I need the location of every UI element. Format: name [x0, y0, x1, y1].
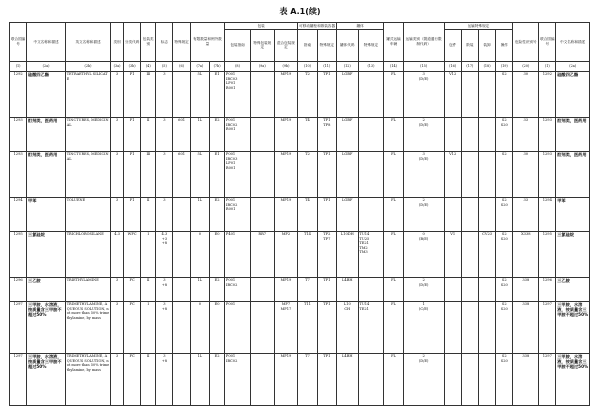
cell-tsp: TP1 — [317, 301, 336, 353]
header-transport-cat: 运输类别（隧道通行限制代码） — [403, 23, 444, 62]
cell-rtc: LGBF — [337, 151, 359, 197]
cell-pi: P001 IBC02 — [225, 353, 251, 405]
cell-code: FC — [124, 353, 141, 405]
cell-lbl: 3 +8 — [156, 301, 173, 353]
cell-lbl: 3 +8 — [156, 353, 173, 405]
cell-pkg: V1 — [444, 231, 461, 277]
cell-bulk — [461, 71, 478, 117]
cell-cn2: 三氯硅烷 — [556, 231, 590, 277]
cell-cn2: 硅酸四乙酯 — [556, 71, 590, 117]
cell-pkg: V12 — [444, 71, 461, 117]
cell-lq: 5L — [190, 151, 209, 197]
cell-tc: 0 (B/E) — [403, 231, 444, 277]
cell-tc: 2 (D/E) — [403, 117, 444, 151]
cell-op: S2 S20 — [496, 277, 513, 301]
cell-cn: 三甲胺，水溶液，按质量含三甲胺不超过50% — [27, 353, 66, 405]
header-un-no-2: 联合国编号 — [539, 23, 556, 62]
cell-sp — [173, 277, 190, 301]
cell-bulk — [461, 231, 478, 277]
cell-un: 1293 — [10, 151, 27, 197]
cell-tg: T4 — [298, 197, 317, 231]
cell-lq: 0 — [190, 301, 209, 353]
cell-eq: E2 — [210, 277, 225, 301]
cell-lq: 1L — [190, 197, 209, 231]
cell-lq: 1L — [190, 117, 209, 151]
column-number: (7b) — [210, 61, 225, 71]
header-pi: 包装指南 — [225, 29, 251, 61]
table-title: 表 A.1(续) — [279, 7, 321, 16]
cell-sp — [173, 71, 190, 117]
cell-cn2: 三乙胺 — [556, 277, 590, 301]
cell-hz: 30 — [513, 151, 539, 197]
cell-veh: FL — [384, 231, 403, 277]
header-vehicle: 罐式运输车辆 — [384, 23, 403, 62]
cell-cn2: 三甲胺，水溶液，按质量含三甲胺不超过50% — [556, 301, 590, 353]
cell-tg: T2 — [298, 151, 317, 197]
cell-bulk — [461, 277, 478, 301]
cell-un: 1293 — [10, 117, 27, 151]
column-number: (12) — [337, 61, 359, 71]
column-number: (18) — [478, 61, 495, 71]
cell-cls: 3 — [111, 117, 124, 151]
cell-mp: MP19 — [274, 353, 298, 405]
cell-hz: 30 — [513, 71, 539, 117]
cell-un2: 1294 — [539, 197, 556, 231]
cell-pi: P001 IBC02 R001 — [225, 117, 251, 151]
cell-mp: MP7 MP17 — [274, 301, 298, 353]
cell-pkg — [444, 353, 461, 405]
cell-bulk — [461, 151, 478, 197]
cell-sp: 601 — [173, 151, 190, 197]
column-number: (15) — [403, 61, 444, 71]
cell-mp: MP19 — [274, 151, 298, 197]
cell-pi: P001 — [225, 301, 251, 353]
column-number: (1) — [10, 61, 27, 71]
cell-op: S2 — [496, 71, 513, 117]
cell-lq: 5L — [190, 71, 209, 117]
header-labels: 标志 — [156, 23, 173, 62]
cell-un: 1295 — [10, 231, 27, 277]
header-special: 运输特殊规定 — [444, 23, 513, 30]
cell-un: 1294 — [10, 197, 27, 231]
cell-pi: P001 IBC02 R001 — [225, 197, 251, 231]
cell-un: 1297 — [10, 353, 27, 405]
cell-op: S2 S20 — [496, 353, 513, 405]
header-tank: 可移动罐柜和散装容器 — [299, 23, 336, 28]
cell-hz: X338 — [513, 231, 539, 277]
header-load: 装卸 — [478, 29, 495, 61]
cell-tg: T7 — [298, 353, 317, 405]
cell-veh: FL — [384, 277, 403, 301]
header-name-en: 英文名称和描述 — [65, 23, 110, 62]
cell-tc: 3 (D/E) — [403, 151, 444, 197]
cell-eq: E0 — [210, 231, 225, 277]
cell-mp: MP19 — [274, 197, 298, 231]
header-hazard-id: 危险性识别号 — [513, 23, 539, 62]
header-class: 类别 — [111, 23, 124, 62]
table-body — [10, 71, 590, 405]
cell-hz: 338 — [513, 277, 539, 301]
header-pp: 特殊包装规定 — [250, 29, 274, 61]
cell-tg: T4 — [298, 117, 317, 151]
cell-cn: 甲苯 — [27, 197, 66, 231]
cell-pp: RR7 — [250, 231, 274, 277]
cell-code: FC — [124, 301, 141, 353]
cell-hz: 33 — [513, 117, 539, 151]
cell-cls: 4.3 — [111, 231, 124, 277]
cell-hz: 338 — [513, 353, 539, 405]
cell-cn2: 酊剂类，医药用 — [556, 151, 590, 197]
dangerous-goods-table — [9, 22, 590, 406]
cell-en: TINCTURES, MEDICINAL — [65, 151, 110, 197]
cell-eq: E2 — [210, 353, 225, 405]
cell-un: 1292 — [10, 71, 27, 117]
header-mp: 混合包装规定 — [274, 29, 298, 61]
cell-un2: 1297 — [539, 301, 556, 353]
cell-pkg — [444, 301, 461, 353]
cell-mp: MP2 — [274, 231, 298, 277]
table-row — [10, 353, 590, 405]
cell-un: 1297 — [10, 301, 27, 353]
cell-tsp: TP1 — [317, 71, 336, 117]
cell-sp — [173, 231, 190, 277]
cell-tsp: TP1 TP8 — [317, 117, 336, 151]
cell-sp — [173, 353, 190, 405]
cell-en: TOLUENE — [65, 197, 110, 231]
header-rtc-sp: 特殊规定 — [358, 29, 384, 61]
cell-eq: E2 — [210, 117, 225, 151]
cell-tsp: TP2 TP7 — [317, 231, 336, 277]
cell-op: S2 S20 — [496, 197, 513, 231]
cell-cn: 酊剂类，医药用 — [27, 117, 66, 151]
cell-op: S2 — [496, 151, 513, 197]
cell-tg: T14 — [298, 231, 317, 277]
column-number: (2a) — [556, 61, 590, 71]
cell-en: TRIMETHYLAMINE, AQUEOUS SOLUTION, not more than 50% trimethylamine, by mass — [65, 353, 110, 405]
cell-sp — [173, 197, 190, 231]
cell-pp — [250, 353, 274, 405]
cell-un2: 1297 — [539, 353, 556, 405]
cell-pkg: V12 — [444, 151, 461, 197]
cell-cls: 3 — [111, 277, 124, 301]
cell-pg: Ⅲ — [141, 151, 156, 197]
cell-en: TRIMETHYLAMINE, AQUEOUS SOLUTION, not more than 50% trimethylamine, by mass — [65, 301, 110, 353]
cell-lbl: 4.3 +3 +8 — [156, 231, 173, 277]
cell-pp — [250, 197, 274, 231]
cell-pi: P001 IBC02 — [225, 277, 251, 301]
cell-pi: P001 IBC03 LP01 R001 — [225, 71, 251, 117]
cell-pp — [250, 277, 274, 301]
cell-pg: Ⅰ — [141, 301, 156, 353]
cell-tg: T7 — [298, 277, 317, 301]
cell-veh: FL — [384, 197, 403, 231]
cell-rtsp: TU14 TU25 TE21 TM2 TM3 — [358, 231, 384, 277]
header-bulk: 散装 — [461, 29, 478, 61]
cell-cn2: 三甲胺，水溶液，按质量含三甲胺不超过50% — [556, 353, 590, 405]
cell-load — [478, 277, 495, 301]
cell-lq: 1L — [190, 277, 209, 301]
cell-cls: 3 — [111, 151, 124, 197]
table-row — [10, 117, 590, 151]
cell-cls: 3 — [111, 353, 124, 405]
cell-op: S2 S20 — [496, 117, 513, 151]
cell-rtsp: TU14 TE21 — [358, 301, 384, 353]
cell-pg: Ⅰ — [141, 231, 156, 277]
cell-pg: Ⅱ — [141, 197, 156, 231]
cell-cn2: 酊剂类，医药用 — [556, 117, 590, 151]
column-number: (2b) — [65, 61, 110, 71]
table-row — [10, 71, 590, 117]
cell-lq: 0 — [190, 231, 209, 277]
cell-rtsp — [358, 71, 384, 117]
cell-load: CV23 — [478, 231, 495, 277]
cell-pp — [250, 301, 274, 353]
cell-pp — [250, 151, 274, 197]
cell-tc: 1 (C/E) — [403, 301, 444, 353]
cell-sp — [173, 301, 190, 353]
cell-sp: 601 — [173, 117, 190, 151]
cell-pkg — [444, 197, 461, 231]
cell-en: TRICHLOROSILANE — [65, 231, 110, 277]
cell-pi: P001 IBC03 LP01 R001 — [225, 151, 251, 197]
cell-un: 1296 — [10, 277, 27, 301]
cell-tg: T2 — [298, 71, 317, 117]
cell-mp: MP19 — [274, 71, 298, 117]
table-row — [10, 231, 590, 277]
cell-cn: 酊剂类，医药用 — [27, 151, 66, 197]
column-number: (11) — [317, 61, 336, 71]
cell-load — [478, 71, 495, 117]
column-number: (14) — [384, 61, 403, 71]
column-number: (7a) — [190, 61, 209, 71]
cell-pg: Ⅲ — [141, 71, 156, 117]
cell-eq: E1 — [210, 71, 225, 117]
column-number: (6) — [173, 61, 190, 71]
cell-tc: 2 (D/E) — [403, 197, 444, 231]
cell-cls: 3 — [111, 301, 124, 353]
cell-load — [478, 197, 495, 231]
cell-un2: 1292 — [539, 71, 556, 117]
column-number: (17) — [461, 61, 478, 71]
column-number: (2a) — [27, 61, 66, 71]
cell-pp — [250, 117, 274, 151]
cell-pkg — [444, 277, 461, 301]
column-number-row — [10, 61, 590, 71]
cell-rtc: L10DH — [337, 231, 359, 277]
cell-rtc: LGBF — [337, 117, 359, 151]
cell-veh: FL — [384, 151, 403, 197]
cell-en: TRIETHYLAMINE — [65, 277, 110, 301]
header-rtc-code: 罐体代码 — [337, 29, 359, 61]
cell-rtsp — [358, 353, 384, 405]
column-number: (1) — [539, 61, 556, 71]
cell-eq: E2 — [210, 197, 225, 231]
cell-veh: FL — [384, 353, 403, 405]
table-row — [10, 151, 590, 197]
cell-rtc: L4BH — [337, 277, 359, 301]
cell-code: FC — [124, 277, 141, 301]
header-tank-sp: 特殊规定 — [317, 29, 336, 61]
cell-pkg — [444, 117, 461, 151]
table-row — [10, 301, 590, 353]
cell-pg: Ⅱ — [141, 277, 156, 301]
cell-lbl: 3 — [156, 151, 173, 197]
cell-un2: 1293 — [539, 117, 556, 151]
column-number: (16) — [444, 61, 461, 71]
cell-tsp: TP1 — [317, 151, 336, 197]
header-sp: 特殊规定 — [173, 23, 190, 62]
cell-tsp: TP1 — [317, 197, 336, 231]
column-number: (9a) — [250, 61, 274, 71]
column-number: (10) — [298, 61, 317, 71]
cell-rtc: L4BH — [337, 353, 359, 405]
cell-cls: 3 — [111, 71, 124, 117]
cell-rtc: LGBF — [337, 71, 359, 117]
column-number: (5) — [156, 61, 173, 71]
column-number: (19) — [496, 61, 513, 71]
cell-un2: 1295 — [539, 231, 556, 277]
cell-op: S2 S20 — [496, 231, 513, 277]
cell-lbl: 3 +8 — [156, 277, 173, 301]
cell-pi: P401 — [225, 231, 251, 277]
cell-tc: 2 (D/E) — [403, 353, 444, 405]
column-number: (20) — [513, 61, 539, 71]
cell-tc: 3 (D/E) — [403, 71, 444, 117]
header-packaging: 包装 — [225, 23, 298, 30]
column-number: (9b) — [274, 61, 298, 71]
cell-en: TINCTURES, MEDICINAL — [65, 117, 110, 151]
cell-code: WFC — [124, 231, 141, 277]
cell-un2: 1293 — [539, 151, 556, 197]
cell-veh: FL — [384, 301, 403, 353]
cell-mp: MP19 — [274, 117, 298, 151]
cell-hz: 338 — [513, 301, 539, 353]
cell-bulk — [461, 117, 478, 151]
cell-lbl: 3 — [156, 117, 173, 151]
cell-cls: 3 — [111, 197, 124, 231]
cell-veh: FL — [384, 117, 403, 151]
cell-rtsp — [358, 151, 384, 197]
cell-rtsp — [358, 277, 384, 301]
table-row — [10, 277, 590, 301]
cell-rtsp — [358, 117, 384, 151]
cell-cn: 三乙胺 — [27, 277, 66, 301]
cell-tc: 2 (D/E) — [403, 277, 444, 301]
cell-load — [478, 151, 495, 197]
cell-cn: 硅酸四乙酯 — [27, 71, 66, 117]
header-code: 分类代码 — [124, 23, 141, 62]
cell-code: F1 — [124, 71, 141, 117]
cell-cn2: 甲苯 — [556, 197, 590, 231]
header-tank-guide: 指南 — [298, 29, 317, 61]
header-rtc: 罐体 — [337, 23, 384, 30]
cell-rtc: LGBF — [337, 197, 359, 231]
cell-lbl: 3 — [156, 71, 173, 117]
column-number: (13) — [358, 61, 384, 71]
column-number: (3a) — [111, 61, 124, 71]
header-op: 操作 — [496, 29, 513, 61]
cell-lq: 1L — [190, 353, 209, 405]
cell-code: F1 — [124, 197, 141, 231]
cell-bulk — [461, 353, 478, 405]
table-row — [10, 197, 590, 231]
cell-tsp: TP1 — [317, 353, 336, 405]
header-un-no: 联合国编号 — [10, 23, 27, 62]
cell-tg: T11 — [298, 301, 317, 353]
cell-eq: E1 — [210, 151, 225, 197]
cell-rtc: L10 CH — [337, 301, 359, 353]
cell-pp — [250, 71, 274, 117]
cell-load — [478, 353, 495, 405]
cell-bulk — [461, 197, 478, 231]
cell-hz: 33 — [513, 197, 539, 231]
header-name-cn: 中文名称和描述 — [27, 23, 66, 62]
header-lq: 有限数量和例外数量 — [190, 23, 224, 62]
cell-mp: MP19 — [274, 277, 298, 301]
cell-en: TETRAETHYL SILICATE — [65, 71, 110, 117]
cell-lbl: 3 — [156, 197, 173, 231]
cell-eq: E0 — [210, 301, 225, 353]
cell-bulk — [461, 301, 478, 353]
cell-pg: Ⅱ — [141, 353, 156, 405]
cell-load — [478, 301, 495, 353]
cell-code: F1 — [124, 117, 141, 151]
cell-veh: FL — [384, 71, 403, 117]
column-number: (8) — [225, 61, 251, 71]
cell-pg: Ⅱ — [141, 117, 156, 151]
cell-op: S2 S20 — [496, 301, 513, 353]
cell-load — [478, 117, 495, 151]
header-pkg: 包件 — [444, 29, 461, 61]
cell-code: F1 — [124, 151, 141, 197]
cell-un2: 1296 — [539, 277, 556, 301]
cell-tsp: TP1 — [317, 277, 336, 301]
column-number: (3b) — [124, 61, 141, 71]
column-number: (4) — [141, 61, 156, 71]
header-pg: 包装类别 — [141, 23, 156, 62]
cell-cn: 三甲胺，水溶液，按质量含三甲胺不超过50% — [27, 301, 66, 353]
header-name-cn-2: 中文名称和描述 — [556, 23, 590, 62]
cell-cn: 三氯硅烷 — [27, 231, 66, 277]
cell-rtsp — [358, 197, 384, 231]
